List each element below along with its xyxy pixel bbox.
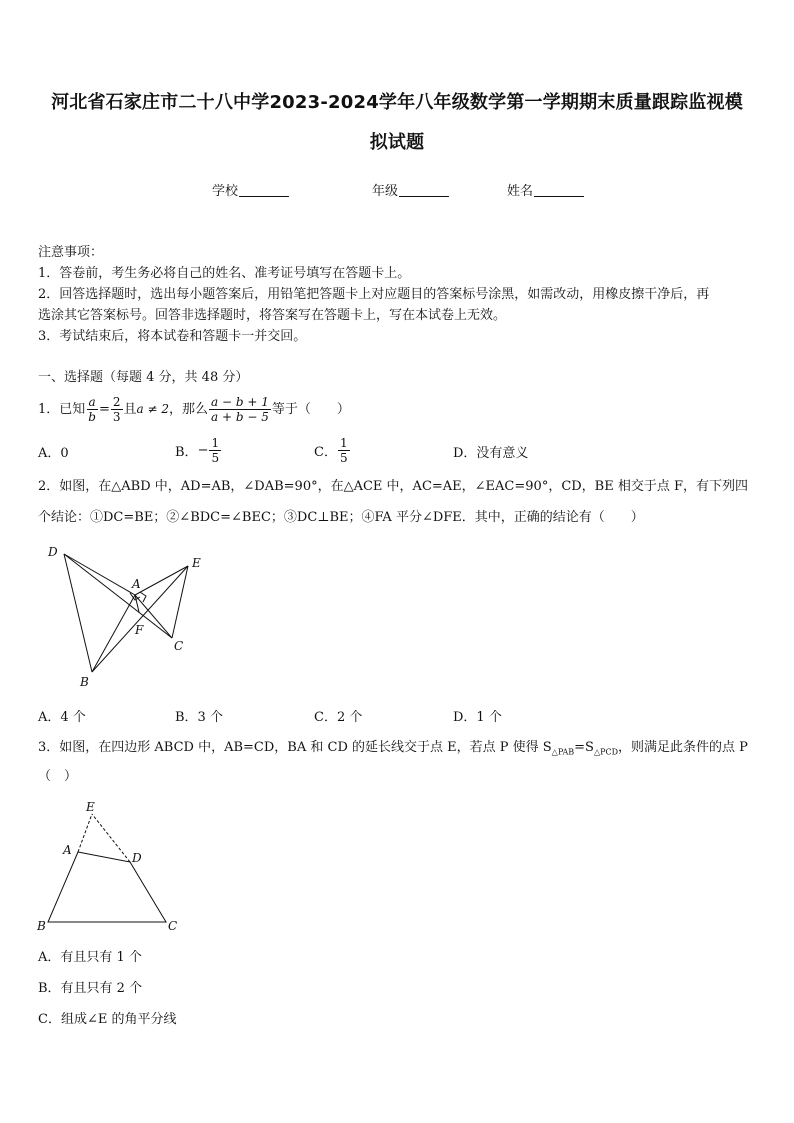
notice-heading: 注意事项： xyxy=(38,245,104,260)
q3-line1b: =S xyxy=(574,740,594,755)
q1-f2-den: 3 xyxy=(112,409,121,424)
name-blank xyxy=(534,184,584,197)
q2-seg-AE xyxy=(135,566,188,595)
q1-optb-label: B． xyxy=(175,444,198,460)
q3-label-C: C xyxy=(168,919,178,933)
q3-label-D: D xyxy=(132,851,142,865)
name-field xyxy=(507,180,584,199)
question-1 xyxy=(38,390,350,428)
q1-optc-num: 1 xyxy=(339,435,348,450)
q2-label-F: F xyxy=(135,623,144,637)
q3-line1c: ，则满足此条件的点 P xyxy=(618,740,748,755)
q1-option-b xyxy=(175,430,222,470)
q2-option-c: C．2 个 xyxy=(314,710,363,725)
q3-sub-pab: △PAB xyxy=(551,747,575,757)
school-field xyxy=(212,180,289,199)
school-label: 学校 xyxy=(212,184,239,199)
grade-blank xyxy=(399,184,449,197)
q3-stem-line1 xyxy=(38,737,748,763)
q3-sub-pcd: △PCD xyxy=(593,747,619,757)
q2-right-angle-right xyxy=(140,592,146,602)
q1-fraction-2-3 xyxy=(111,395,123,424)
grade-field xyxy=(372,180,449,199)
q1-option-c xyxy=(314,430,351,470)
q3-line1a: 3．如图，在四边形 ABCD 中，AB=CD，BA 和 CD 的延长线交于点 E，若点 P 使得 S xyxy=(38,740,552,755)
q2-label-A: A xyxy=(132,577,141,591)
q1-fraction-expr xyxy=(209,395,271,424)
q3-label-A: A xyxy=(63,843,72,857)
q1-optb-den: 5 xyxy=(211,450,220,465)
q2-label-C: C xyxy=(174,639,184,653)
grade-label: 年级 xyxy=(372,184,399,199)
q3-quadrilateral-ABCD xyxy=(48,852,166,922)
q1-optc-label: C． xyxy=(314,444,337,460)
q3-option-c: C．组成∠E 的角平分线 xyxy=(38,1012,177,1027)
notice-item-2a: 2．回答选择题时，选出每小题答案后，用铅笔把答题卡上对应题目的答案标号涂黑，如需改动，用橡皮擦干净后，再 xyxy=(38,287,710,302)
q1-optc-fraction xyxy=(338,436,350,465)
q3-stem-line2: （ ） xyxy=(38,769,78,784)
q2-figure xyxy=(40,540,210,690)
q2-option-a: A．4 个 xyxy=(38,710,86,725)
q1-optb-fraction xyxy=(209,436,221,465)
section-heading: 一、选择题（每题 4 分，共 48 分） xyxy=(38,370,249,385)
q3-label-E: E xyxy=(86,800,95,814)
notice-item-3: 3．考试结束后，将本试卷和答题卡一并交回。 xyxy=(38,329,307,344)
notice-item-1: 1．答卷前，考生务必将自己的姓名、准考证号填写在答题卡上。 xyxy=(38,266,411,281)
q1-optc-den: 5 xyxy=(339,450,348,465)
q1-f3-num: a − b + 1 xyxy=(211,394,269,409)
q2-seg-DA xyxy=(64,554,135,595)
q2-label-E: E xyxy=(192,556,201,570)
q2-option-d: D．1 个 xyxy=(453,710,502,725)
q2-stem-line1: 2．如图，在△ABD 中，AD=AB，∠DAB=90°，在△ACE 中，AC=AE，∠EAC=90°，CD，BE 相交于点 F，有下列四 xyxy=(38,479,749,494)
q1-cond-math: a ≠ 2 xyxy=(136,401,170,416)
q1-optb-sign: − xyxy=(197,442,209,458)
q3-dashed-AE xyxy=(78,814,92,852)
q3-dashed-DE xyxy=(92,814,130,862)
q2-label-B: B xyxy=(80,675,89,689)
q1-f1-num: a xyxy=(88,394,96,409)
q1-option-d: D．没有意义 xyxy=(453,446,529,461)
q2-stem-line2: 个结论：①DC=BE；②∠BDC=∠BEC；③DC⊥BE；④FA 平分∠DFE．其中，正确的结论有（ ） xyxy=(38,510,644,525)
q2-label-D: D xyxy=(48,545,58,559)
exam-title-line1: 河北省石家庄市二十八中学2023-2024学年八年级数学第一学期期末质量跟踪监视模 xyxy=(51,92,743,113)
q1-equals: = xyxy=(98,401,110,417)
q1-cond: 且 xyxy=(123,401,137,417)
school-blank xyxy=(239,184,289,197)
q1-optb-num: 1 xyxy=(211,435,220,450)
q2-seg-EC xyxy=(172,566,188,638)
q1-prefix: 1．已知 xyxy=(38,401,86,417)
notice-item-2b: 选涂其它答案标号。回答非选择题时，将答案写在答题卡上，写在本试卷上无效。 xyxy=(38,308,507,323)
q3-figure xyxy=(34,798,194,934)
q2-seg-DB xyxy=(64,554,92,672)
q1-mid: ，那么 xyxy=(169,401,209,417)
q1-f1-den: b xyxy=(88,409,96,424)
q3-label-B: B xyxy=(37,919,46,933)
q1-f3-den: a + b − 5 xyxy=(211,409,269,424)
exam-title-line2: 拟试题 xyxy=(369,132,425,153)
q3-option-b: B．有且只有 2 个 xyxy=(38,981,143,996)
q1-f2-num: 2 xyxy=(112,394,121,409)
q1-suffix: 等于（ ） xyxy=(271,401,350,417)
q1-option-a: A．0 xyxy=(38,446,69,461)
q2-option-b: B．3 个 xyxy=(175,710,223,725)
name-label: 姓名 xyxy=(507,184,534,199)
q2-seg-AB xyxy=(92,595,135,672)
q1-fraction-a-b xyxy=(86,395,98,424)
q3-option-a: A．有且只有 1 个 xyxy=(38,950,142,965)
